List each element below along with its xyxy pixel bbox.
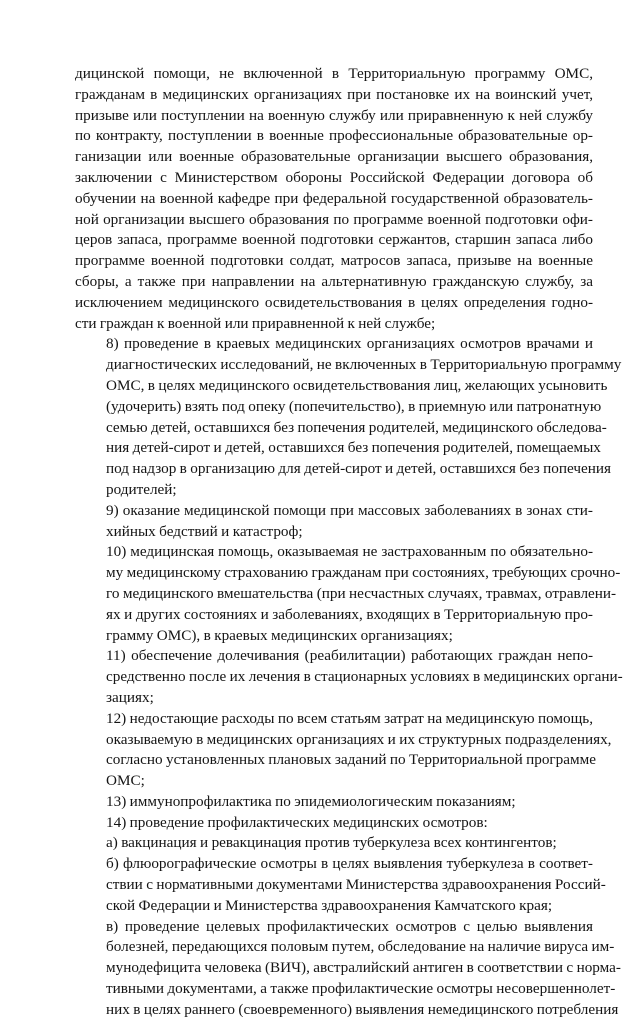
document-paragraph (75, 813, 593, 834)
text-line: грамму ОМС), в краевых медицинских организациях; (106, 626, 453, 644)
text-line: в) проведение целевых профилактических осмотров с целью выявления (106, 917, 593, 935)
text-line: диагностических исследований, не включенных в Территориальную программу (106, 356, 622, 374)
document-paragraph (75, 917, 621, 1021)
text-line: ОМС, в целях медицинского освидетельствования лиц, желающих усыновить (106, 376, 608, 394)
text-line: согласно установленных плановых заданий по Территориальной программе (106, 751, 596, 769)
text-line: 10) медицинская помощь, оказываемая не застрахованным по обязательно- (106, 543, 593, 561)
text-line: болезней, передающихся половым путем, обследование на наличие вируса им- (106, 938, 615, 956)
document-paragraph (75, 833, 593, 854)
document-paragraph (75, 646, 623, 708)
text-line: а) вакцинация и ревакцинация против туберкулеза всех контингентов; (106, 834, 557, 852)
document-paragraph (75, 792, 593, 813)
text-line: ОМС; (106, 772, 145, 790)
text-line: 14) проведение профилактических медицинских осмотров: (106, 813, 488, 831)
text-line: под надзор в организацию для детей-сирот и детей, оставшихся без попечения (106, 460, 611, 478)
text-line: церов запаса, программе военной подготовки сержантов, старшин запаса либо (75, 231, 593, 249)
text-line: (удочерить) взять под опеку (попечительство), в приемную или патронатную (106, 397, 602, 415)
document-paragraph (75, 501, 593, 543)
document-paragraph (75, 64, 593, 334)
text-line: родителей; (106, 480, 177, 498)
text-line: ной организации высшего образования по программе военной подготовки офи- (75, 210, 593, 228)
text-line: го медицинского вмешательства (при несчастных случаях, травмах, отравлени- (106, 584, 617, 602)
text-line: б) флюорографические осмотры в целях выявления туберкулеза в соответ- (106, 855, 593, 873)
text-line: ганизации или военные образовательные организации высшего образования, (75, 148, 593, 166)
text-line: программе военной подготовки солдат, матросов запаса, призыве на военные (75, 252, 593, 270)
document-paragraph (75, 854, 606, 916)
document-paragraph (75, 709, 612, 792)
text-line: заключении с Министерством обороны Российской Федерации договора об (75, 168, 593, 186)
text-line: хийных бедствий и катастроф; (106, 522, 303, 540)
text-line: сти граждан к военной или приравненной к ней службе; (75, 314, 436, 332)
text-line: оказываемую в медицинских организациях и их структурных подразделениях, (106, 730, 612, 748)
text-line: обучении на военной кафедре при федеральной государственной образователь- (75, 189, 593, 207)
text-line: му медицинскому страхованию гражданам при состояниях, требующих срочно- (106, 564, 621, 582)
text-line: зациях; (106, 688, 154, 706)
text-line: гражданам в медицинских организациях при постановке их на воинский учет, (75, 85, 593, 103)
document-page (75, 64, 623, 1021)
text-line: 9) оказание медицинской помощи при массовых заболеваниях в зонах сти- (106, 501, 593, 519)
text-line: сборы, а также при направлении на альтернативную гражданскую службу, за (75, 272, 593, 290)
text-line: средственно после их лечения в стационарных условиях в медицинских органи- (106, 668, 623, 686)
text-line: ствии с нормативными документами Министерства здравоохранения Россий- (106, 876, 606, 894)
text-line: мунодефицита человека (ВИЧ), австралийский антиген в соответствии с норма- (106, 959, 621, 977)
text-line: 12) недостающие расходы по всем статьям затрат на медицинскую помощь, (106, 709, 594, 727)
text-line: исключением медицинского освидетельствования в целях определения годно- (75, 293, 593, 311)
text-line: ния детей-сирот и детей, оставшихся без попечения родителей, помещаемых (106, 439, 601, 457)
text-line: ях и других состояниях и заболеваниях, входящих в Территориальную про- (106, 605, 593, 623)
text-line: 11) обеспечение долечивания (реабилитации) работающих граждан непо- (106, 647, 593, 665)
document-paragraph (75, 334, 622, 500)
text-line: дицинской помощи, не включенной в Территориальную программу ОМС, (75, 65, 593, 82)
text-line: 8) проведение в краевых медицинских организациях осмотров врачами и (106, 335, 593, 353)
text-line: по контракту, поступлении в военные профессиональные образовательные ор- (75, 127, 593, 145)
text-line: ской Федерации и Министерства здравоохранения Камчатского края; (106, 896, 553, 914)
text-line: 13) иммунопрофилактика по эпидемиологическим показаниям; (106, 792, 516, 810)
text-line: призыве или поступлении на военную службу или приравненную к ней службу (75, 106, 593, 124)
text-line: семью детей, оставшихся без попечения родителей, медицинского обследова- (106, 418, 607, 436)
text-line: них в целях раннего (своевременного) выявления немедицинского потребления (106, 1000, 619, 1018)
document-paragraph (75, 542, 621, 646)
text-line: тивными документами, а также профилактические осмотры несовершеннолет- (106, 980, 616, 998)
